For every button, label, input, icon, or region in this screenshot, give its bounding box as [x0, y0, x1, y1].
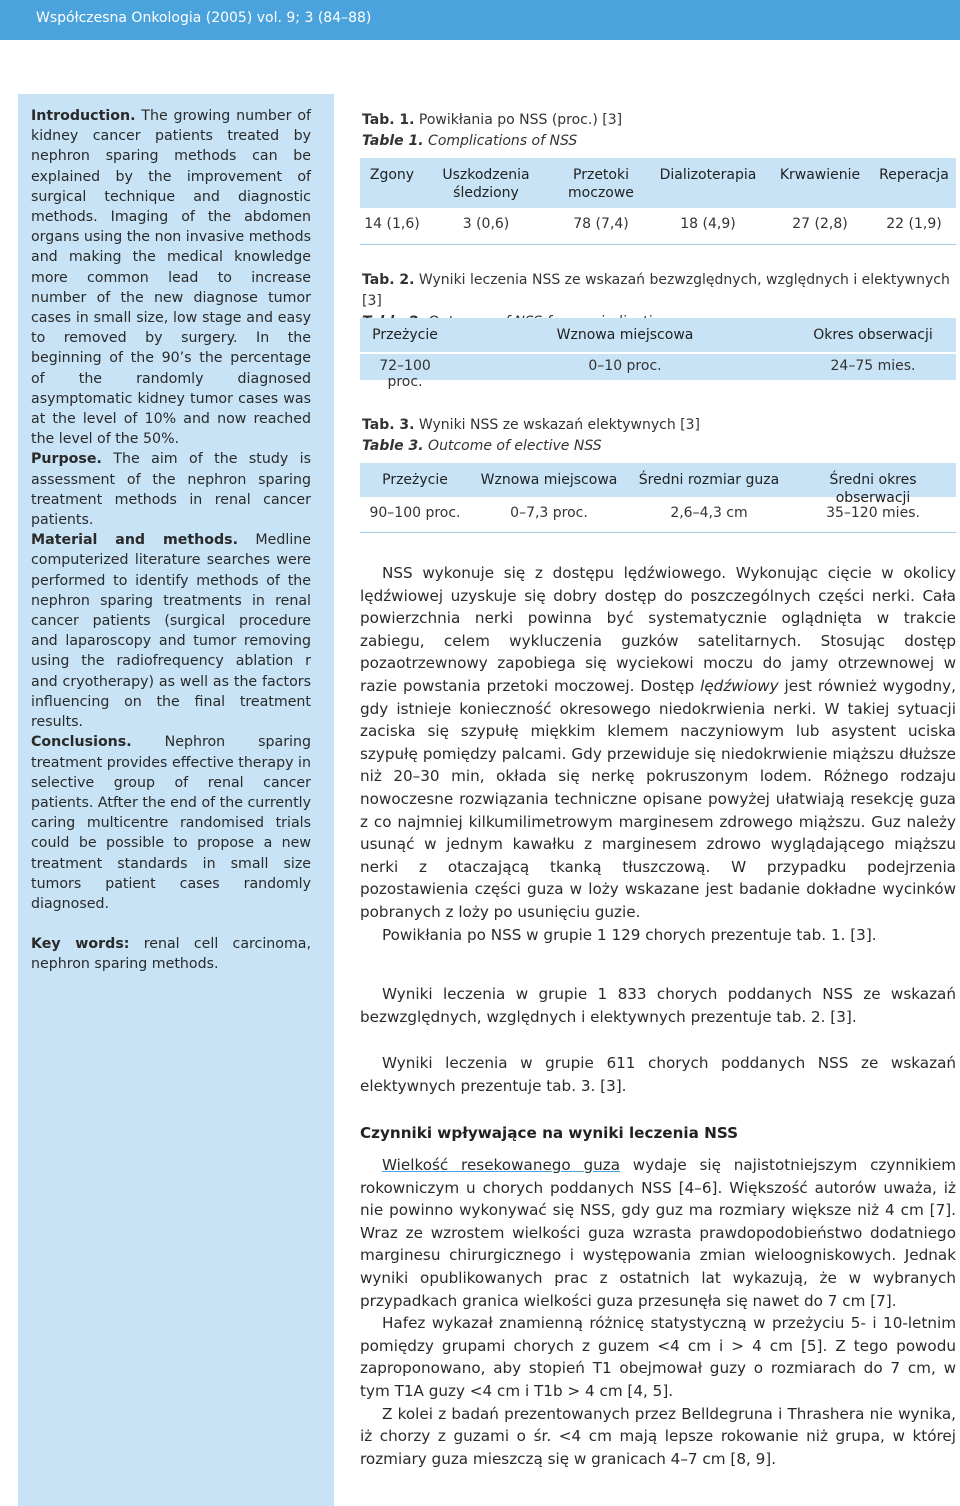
table2-cell: 24–75 mies.: [830, 358, 916, 374]
table1-cell: 3 (0,6): [462, 216, 510, 232]
table1-bottom-rule: [360, 244, 956, 245]
table2-header-cell: Okres obserwacji: [813, 327, 933, 343]
table3-caption: Tab. 3. Wyniki NSS ze wskazań elektywnych [3] Table 3. Outcome of elective NSS: [362, 417, 701, 454]
table2-data-row: [360, 354, 956, 390]
table3-cell: 2,6–4,3 cm: [670, 505, 748, 521]
paragraph: Z kolei z badań prezentowanych przez Belldegruna i Thrashera nie wynika, iż chorzy z guzami o śr. <4 cm mają lepsze rokowanie niż grupa, w której rozmiary guza mieszczą się w granicach 4–7 cm [8, 9].: [360, 1404, 956, 1468]
paragraph: Wyniki leczenia w grupie 1 833 chorych poddanych NSS ze wskazań bezwzględnych, względnych i elektywnych prezentuje tab. 2. [3].: [360, 985, 956, 1026]
body-paragraph-4: [360, 1052, 956, 1097]
table3-header-cell: Wznowa miejscowa: [480, 472, 618, 488]
abstract-text: [31, 106, 311, 975]
table1-cell: 18 (4,9): [680, 216, 736, 232]
table3-header-cell: Średni okres obserwacji: [829, 472, 917, 506]
table2-cell: 0–10 proc.: [588, 358, 662, 374]
table1-header-cell: Dializoterapia: [659, 167, 757, 183]
table1-header-cell: Zgony: [369, 167, 415, 183]
body-paragraphs-1: [360, 562, 956, 946]
table1-data-row: [360, 216, 956, 238]
paragraph: Wyniki leczenia w grupie 611 chorych poddanych NSS ze wskazań elektywnych prezentuje tab. 3. [3].: [360, 1054, 956, 1095]
table1-header-cell: Uszkodzenia śledziony: [442, 167, 530, 201]
paragraph: Hafez wykazał znamienną różnicę statystyczną w przeżyciu 5- i 10-letnim pomiędzy grupami chorych z guzem <4 cm i > 4 cm [5]. Z tego powodu zaproponowano, aby stopień T1 obejmował guzy o rozmiarach do 7 cm, w tym T1A guzy <4 cm i T1b > 4 cm [4, 5].: [360, 1314, 956, 1400]
table3-bottom-rule: [360, 532, 956, 533]
table2-header-cell: Przeżycie: [372, 327, 438, 343]
table3-cell: 0–7,3 proc.: [510, 505, 588, 521]
table1-header-row: [360, 158, 956, 208]
table1-cell: 27 (2,8): [792, 216, 848, 232]
table3-cell: 35–120 mies.: [826, 505, 920, 521]
table1-cell: 14 (1,6): [364, 216, 420, 232]
abstract-conclusions: Conclusions. Nephron sparing treatment provides effective therapy in selective group of renal cancer patients. Atfter the end of the currently caring multicentre randomised trials could be possible to propose a new treatment standards in small size tumors patient cases randomly diagnosed.: [31, 734, 311, 912]
table2-header-row: [360, 318, 956, 352]
abstract-methods: Material and methods. Medline computerized literature searches were performed to identify methods of the nephron sparing treatments in renal cancer patients (surgical procedure and laparoscopy and tumor removing using the radiofrequency ablation r and cryotherapy) as well as the factors influencing on the final treatment results.: [31, 532, 311, 731]
table3-header-cell: Średni rozmiar guza: [638, 472, 780, 488]
body-paragraphs-2: [360, 1154, 956, 1470]
table3-header-row: [360, 463, 956, 506]
journal-citation: Współczesna Onkologia (2005) vol. 9; 3 (84–88): [36, 10, 372, 26]
body-paragraph-3: [360, 983, 956, 1028]
table2-header-cell: Wznowa miejscowa: [556, 327, 694, 343]
paragraph: NSS wykonuje się z dostępu lędźwiowego. Wykonując cięcie w okolicy lędźwiowej uzyskuje się dobry dostęp do poszczególnych części nerki. Cała powierzchnia nerki powinna być systematycznie oglądnięta w trakcie zabiegu, celem wykluczenia guzków satelitarnych. Stosując dostęp pozaotrzewnowy zapobiega się wyciekowi moczu do jamy otrzewnowej w razie powstania przetoki moczowej. Dostęp lędźwiowy jest również wygodny, gdy istnieje konieczność okresowego niedokrwienia nerki. W takiej sytuacji zaciska się szypułę miękkim klemem naczyniowym lub asystent uciska szypułę pomiędzy palcami. Gdy przewiduje się niedokrwienie miąższu dłuższe niż 20–30 min, okłada się nerkę pokruszonym lodem. Różnego rodzaju nowoczesne rozwiązania techniczne opisane powyżej ułatwiają resekcję guza z co najmniej kilkumilimetrowym marginesem zdrowego miąższu. Guz należy usunąć w jednym kawałku z marginesem zdrowo wyglądającego miąższu nerki z otaczającą tkanką tłuszczową. W przypadku podejrzenia pozostawienia części guza w loży wskazane jest badanie dokładne wycinków pobranych z loży po usunięciu guzie.: [360, 564, 956, 921]
abstract-introduction: Introduction. The growing number of kidney cancer patients treated by nephron sparing methods can be explained by the improvement of surgical technique and diagnostic methods. Imaging of the abdomen organs using the non invasive methods and making the medical knowledge more common lead to increase number of the new diagnose tumor cases in small size, low stage and easy to removed by surgery. In the beginning of the 90’s the percentage of the randomly diagnosed asymptomatic kidney tumor cases was at the level of 10% and now reached the level of the 50%.: [31, 108, 311, 448]
table2-cell: 72–100 proc.: [379, 358, 431, 390]
table1-header-cell: Przetoki moczowe: [568, 167, 634, 201]
table1-header-cell: Reperacja: [879, 167, 949, 183]
table1-header-cell: Krwawienie: [779, 167, 861, 183]
abstract-purpose: Purpose. The aim of the study is assessment of the nephron sparing treatment methods in renal cancer patients.: [31, 451, 311, 529]
table2-caption: Tab. 2. Wyniki leczenia NSS ze wskazań bezwzględnych, względnych i elektywnych [3]: [362, 272, 950, 309]
table1-cell: 22 (1,9): [886, 216, 942, 232]
journal-header-bar: [0, 0, 960, 40]
table3-cell: 90–100 proc.: [369, 505, 461, 521]
section-title: Czynniki wpływające na wyniki leczenia NSS: [360, 1124, 739, 1142]
paragraph: Powikłania po NSS w grupie 1 129 chorych prezentuje tab. 1. [3].: [382, 925, 877, 944]
table3-header-cell: Przeżycie: [382, 472, 448, 488]
table1-cell: 78 (7,4): [573, 216, 629, 232]
table1-caption: Tab. 1. Powikłania po NSS (proc.) [3] Table 1. Complications of NSS: [362, 112, 623, 149]
table3-data-row: [360, 505, 956, 527]
abstract-keywords: Key words: renal cell carcinoma, nephron sparing methods.: [31, 936, 311, 973]
paragraph: Wielkość resekowanego guza wydaje się najistotniejszym czynnikiem rokowniczym u chorych poddanych NSS [4–6]. Większość autorów uważa, iż nie powinno wykonywać się NSS, gdy guz ma rozmiary większe niż 4 cm [7]. Wraz ze wzrostem wielkości guza wzrasta prawdopodobieństwo dodatniego marginesu chirurgicznego i występowania zmian wieloogniskowych. Jednak wyniki opublikowanych prac z ostatnich lat wykazują, że w wybranych przypadkach granica wielkości guza przesunęła się nawet do 7 cm [7].: [360, 1156, 956, 1310]
